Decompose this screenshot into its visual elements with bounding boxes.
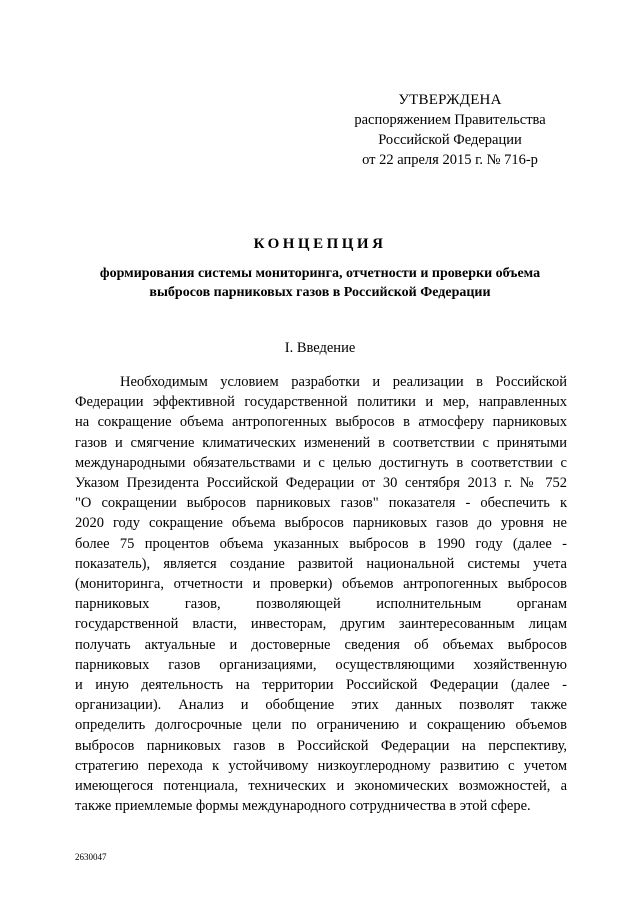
paragraph-line: Указом Президента Российской Федерации от 30 сентября 2013 г. № 752 bbox=[75, 475, 567, 492]
paragraph-line: парниковых газов организациями, осуществляющими хозяйственную bbox=[75, 656, 567, 673]
paragraph-line: и иную деятельность на территории Российской Федерации (далее - bbox=[75, 677, 567, 694]
approval-line-2: Российской Федерации bbox=[378, 132, 522, 148]
paragraph-line: (мониторинга, отчетности и проверки) объемов антропогенных выбросов bbox=[75, 576, 567, 593]
paragraph-line: получать актуальные и достоверные сведения об объемах выбросов bbox=[75, 636, 567, 653]
paragraph-line: международными обязательствами и с целью достигнуть в соответствии с bbox=[75, 454, 567, 471]
subtitle-line-1: формирования системы мониторинга, отчетности и проверки объема bbox=[99, 266, 541, 281]
paragraph-line: имеющегося потенциала, технических и экономических возможностей, а bbox=[75, 778, 567, 795]
approval-title: УТВЕРЖДЕНА bbox=[398, 92, 502, 108]
paragraph-line: государственной власти, инвесторам, другим заинтересованным лицам bbox=[75, 616, 567, 633]
paragraph-line: стратегию перехода к устойчивому низкоуглеродному развитию с учетом bbox=[75, 757, 567, 774]
paragraph-line: организации). Анализ и обобщение этих данных позволят также bbox=[75, 697, 567, 714]
paragraph-line: определить долгосрочные цели по ограничению и сокращению объемов bbox=[75, 717, 567, 734]
introduction-paragraph bbox=[75, 372, 567, 816]
paragraph-line: выбросов парниковых газов в Российской Федерации на перспективу, bbox=[75, 737, 567, 754]
section-heading: I. Введение bbox=[284, 340, 356, 356]
paragraph-line: показатель), является создание развитой национальной системы учета bbox=[75, 555, 567, 572]
subtitle-line-2: выбросов парниковых газов в Российской Федерации bbox=[149, 285, 491, 300]
paragraph-line: парниковых газов, позволяющей исполнительным органам bbox=[75, 596, 567, 613]
paragraph-line: более 75 процентов объема указанных выбросов в 1990 году (далее - bbox=[75, 535, 567, 552]
document-code: 2630047 bbox=[75, 852, 107, 862]
paragraph-line: "О сокращении выбросов парниковых газов" показателя - обеспечить к bbox=[75, 495, 567, 512]
document-title: КОНЦЕПЦИЯ bbox=[253, 236, 387, 252]
paragraph-line: Федерации эффективной государственной политики и мер, направленных bbox=[75, 394, 567, 411]
paragraph-line: 2020 году сокращение объема выбросов парниковых газов до уровня не bbox=[75, 515, 567, 532]
paragraph-line: газов и смягчение климатических изменений в соответствии с принятыми bbox=[75, 434, 567, 451]
approval-stamp bbox=[330, 90, 570, 170]
document-subtitle bbox=[60, 264, 580, 302]
paragraph-line: Необходимым условием разработки и реализации в Российской bbox=[120, 374, 567, 390]
paragraph-line: на сокращение объема антропогенных выбросов в атмосферу парниковых bbox=[75, 414, 567, 431]
approval-line-3: от 22 апреля 2015 г. № 716-р bbox=[362, 152, 538, 168]
approval-line-1: распоряжением Правительства bbox=[354, 112, 546, 128]
paragraph-line: также приемлемые формы международного сотрудничества в этой сфере. bbox=[75, 798, 531, 815]
